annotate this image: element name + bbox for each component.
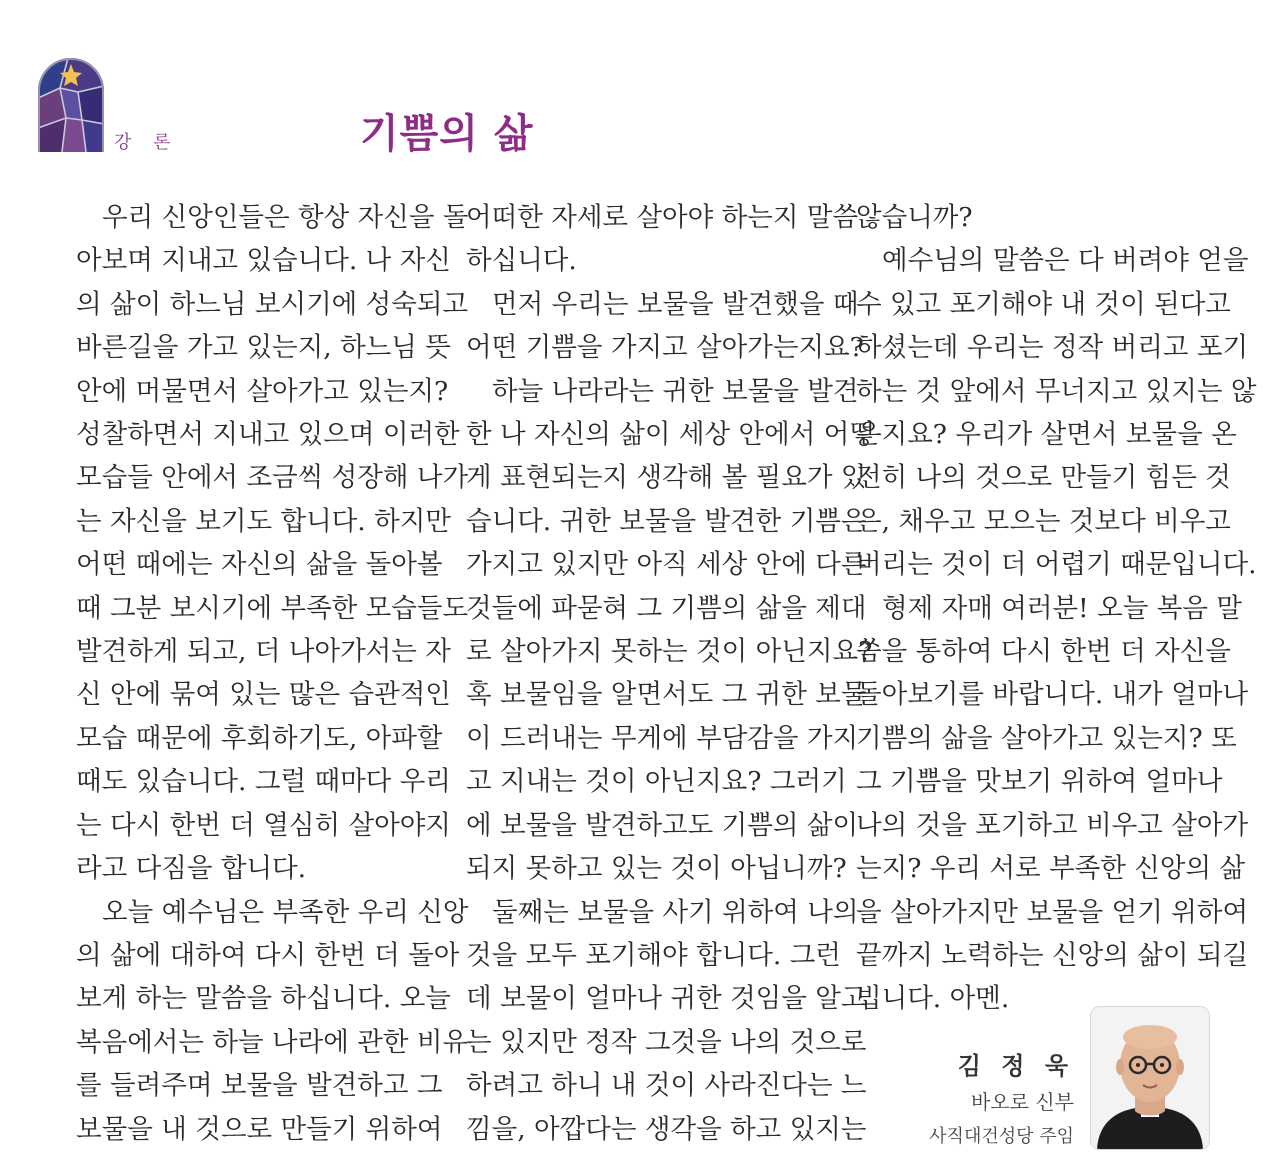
text-line: 하십니다. <box>466 245 577 277</box>
text-line: 은지요? 우리가 살면서 보물을 온 <box>856 419 1237 451</box>
text-line: 빕니다. 아멘. <box>856 983 1010 1015</box>
text-line: 수 있고 포기해야 내 것이 된다고 <box>856 288 1231 320</box>
text-line: 씀을 통하여 다시 한번 더 자신을 <box>856 636 1231 668</box>
text-line: 때 그분 보시기에 부족한 모습들도 <box>76 592 469 624</box>
text-line: 에 보물을 발견하고도 기쁨의 삶이 <box>466 809 859 841</box>
text-line: 로 살아가지 못하는 것이 아닌지요? <box>466 636 873 668</box>
text-line: 버리는 것이 더 어렵기 때문입니다. <box>856 549 1257 581</box>
text-line: 그 기쁨을 맛보기 위하여 얼마나 <box>856 766 1223 798</box>
text-line: 것을 모두 포기해야 합니다. 그런 <box>466 939 841 971</box>
text-line: 은, 채우고 모으는 것보다 비우고 <box>856 505 1231 537</box>
stained-glass-window-icon <box>38 58 104 152</box>
text-line: 보게 하는 말씀을 하십니다. 오늘 <box>76 983 451 1015</box>
text-line: 가지고 있지만 아직 세상 안에 다른 <box>466 549 867 581</box>
text-line: 습니다. 귀한 보물을 발견한 기쁨은 <box>466 505 867 537</box>
text-line: 어떠한 자세로 살아야 하는지 말씀 <box>466 202 859 233</box>
text-line: 전히 나의 것으로 만들기 힘든 것 <box>856 462 1231 494</box>
text-line: 을 살아가지만 보물을 얻기 위하여 <box>856 896 1249 928</box>
text-line: 오늘 예수님은 부족한 우리 신앙 <box>102 896 469 928</box>
text-line: 게 표현되는지 생각해 볼 필요가 있 <box>466 462 867 494</box>
text-line: 발견하게 되고, 더 나아가서는 자 <box>76 636 451 668</box>
text-line: 혹 보물임을 알면서도 그 귀한 보물 <box>466 679 867 711</box>
text-line: 않습니까? <box>856 202 973 233</box>
text-line: 나의 것을 포기하고 비우고 살아가 <box>856 809 1249 841</box>
text-line: 예수님의 말씀은 다 버려야 얻을 <box>882 245 1249 277</box>
text-line: 하늘 나라라는 귀한 보물을 발견 <box>492 375 859 407</box>
text-line: 신 안에 묶여 있는 많은 습관적인 <box>76 679 451 711</box>
text-line: 보물을 내 것으로 만들기 위하여 <box>76 1113 443 1145</box>
text-line: 낌을, 아깝다는 생각을 하고 있지는 <box>466 1113 867 1145</box>
text-line: 라고 다짐을 합니다. <box>76 853 307 885</box>
author-role: 바오로 신부 <box>971 1090 1074 1114</box>
text-line: 우리 신앙인들은 항상 자신을 돌 <box>102 202 469 233</box>
text-line: 어떤 기쁨을 가지고 살아가는지요? <box>466 332 864 364</box>
text-line: 를 들려주며 보물을 발견하고 그 <box>76 1070 443 1102</box>
text-line: 것들에 파묻혀 그 기쁨의 삶을 제대 <box>466 592 867 624</box>
article-column-2 <box>466 196 875 1151</box>
author-name: 김 정 욱 <box>957 1052 1074 1080</box>
text-line: 는 다시 한번 더 열심히 살아야지 <box>76 809 451 841</box>
page-title: 기쁨의 삶 <box>360 111 534 157</box>
text-line: 성찰하면서 지내고 있으며 이러한 <box>76 419 460 451</box>
text-line: 안에 머물면서 살아가고 있는지? <box>76 375 449 407</box>
text-line: 한 나 자신의 삶이 세상 안에서 어떻 <box>466 419 875 451</box>
text-line: 먼저 우리는 보물을 발견했을 때 <box>492 288 859 320</box>
text-line: 복음에서는 하늘 나라에 관한 비유 <box>76 1026 469 1058</box>
text-line: 어떤 때에는 자신의 삶을 돌아볼 <box>76 549 443 581</box>
text-line: 되지 못하고 있는 것이 아닙니까? <box>466 853 847 885</box>
text-line: 의 삶이 하느님 보시기에 성숙되고 <box>76 288 469 320</box>
text-line: 기쁨의 삶을 살아가고 있는지? 또 <box>856 722 1237 754</box>
text-line: 돌아보기를 바랍니다. 내가 얼마나 <box>856 679 1249 711</box>
text-line: 둘째는 보물을 사기 위하여 나의 <box>492 896 859 928</box>
text-line: 는지? 우리 서로 부족한 신앙의 삶 <box>856 853 1246 885</box>
text-line: 는 자신을 보기도 합니다. 하지만 <box>76 505 451 537</box>
author-parish: 사직대건성당 주임 <box>929 1126 1074 1147</box>
text-line: 이 드러내는 무게에 부담감을 가지 <box>466 722 859 754</box>
text-line: 바른길을 가고 있는지, 하느님 뜻 <box>76 332 451 364</box>
text-line: 모습 때문에 후회하기도, 아파할 <box>76 722 443 754</box>
priest-portrait-icon <box>1091 1007 1209 1149</box>
article-column-1 <box>76 196 469 1151</box>
section-label: 강 론 <box>114 132 179 153</box>
text-line: 데 보물이 얼마나 귀한 것임을 알고 <box>466 983 867 1015</box>
text-line: 형제 자매 여러분! 오늘 복음 말 <box>882 592 1242 624</box>
text-line: 때도 있습니다. 그럴 때마다 우리 <box>76 766 451 798</box>
text-line: 하려고 하니 내 것이 사라진다는 느 <box>466 1070 867 1102</box>
text-line: 하는 것 앞에서 무너지고 있지는 않 <box>856 375 1257 407</box>
text-line: 의 삶에 대하여 다시 한번 더 돌아 <box>76 939 460 971</box>
author-photo <box>1090 1006 1210 1150</box>
text-line: 아보며 지내고 있습니다. 나 자신 <box>76 245 451 277</box>
text-line: 하셨는데 우리는 정작 버리고 포기 <box>856 332 1249 364</box>
text-line: 모습들 안에서 조금씩 성장해 나가 <box>76 462 469 494</box>
text-line: 고 지내는 것이 아닌지요? 그러기 <box>466 766 847 798</box>
article-column-3 <box>856 196 1257 1021</box>
header <box>0 0 1286 170</box>
text-line: 는 있지만 정작 그것을 나의 것으로 <box>466 1026 867 1058</box>
text-line: 끝까지 노력하는 신앙의 삶이 되길 <box>856 939 1249 971</box>
